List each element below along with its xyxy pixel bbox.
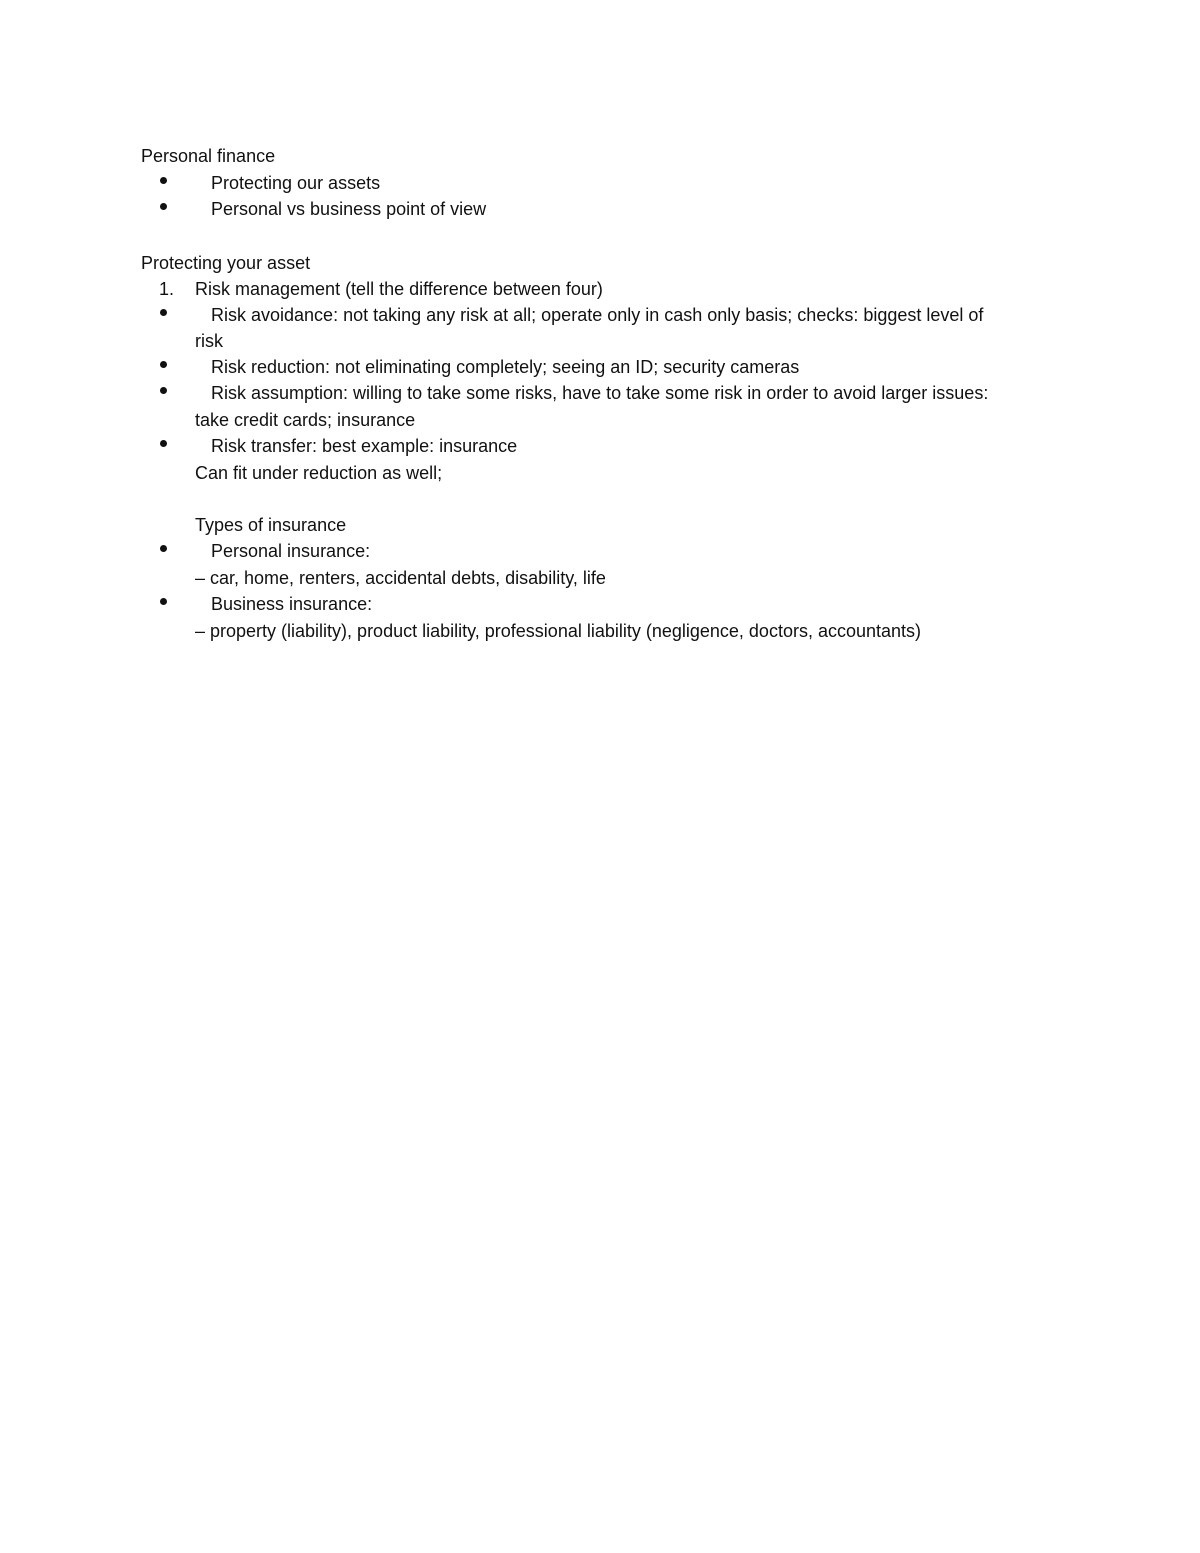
numbered-marker: 1. — [159, 279, 175, 299]
bullet-icon — [160, 440, 167, 447]
list-item: Protecting our assets — [211, 173, 381, 193]
list-item: Business insurance: — [211, 594, 373, 614]
list-item: Risk transfer: best example: insurance — [211, 436, 518, 456]
bullet-icon — [160, 361, 167, 368]
list-item: Personal vs business point of view — [211, 199, 487, 219]
list-item: Risk reduction: not eliminating completely; seeing an ID; security cameras — [211, 357, 800, 377]
list-item: Personal insurance: — [211, 541, 371, 561]
bullet-icon — [160, 545, 167, 552]
list-item-continuation: Can fit under reduction as well; — [195, 463, 443, 483]
list-item-detail: – car, home, renters, accidental debts, disability, life — [195, 568, 606, 588]
numbered-item: Risk management (tell the difference between four) — [195, 279, 603, 299]
heading-types-of-insurance: Types of insurance — [195, 515, 347, 535]
bullet-icon — [160, 309, 167, 316]
bullet-icon — [160, 177, 167, 184]
list-item: Risk assumption: willing to take some risks, have to take some risk in order to avoid larger issues: — [211, 383, 989, 403]
bullet-icon — [160, 598, 167, 605]
list-item-detail: – property (liability), product liability, professional liability (negligence, doctors, accountants) — [195, 621, 922, 641]
list-item-continuation: take credit cards; insurance — [195, 410, 416, 430]
list-item: Risk avoidance: not taking any risk at all; operate only in cash only basis; checks: biggest level of — [211, 305, 984, 325]
bullet-icon — [160, 387, 167, 394]
heading-protecting-asset: Protecting your asset — [141, 253, 311, 273]
list-item-continuation: risk — [195, 331, 223, 351]
bullet-icon — [160, 203, 167, 210]
heading-personal-finance: Personal finance — [141, 146, 276, 166]
